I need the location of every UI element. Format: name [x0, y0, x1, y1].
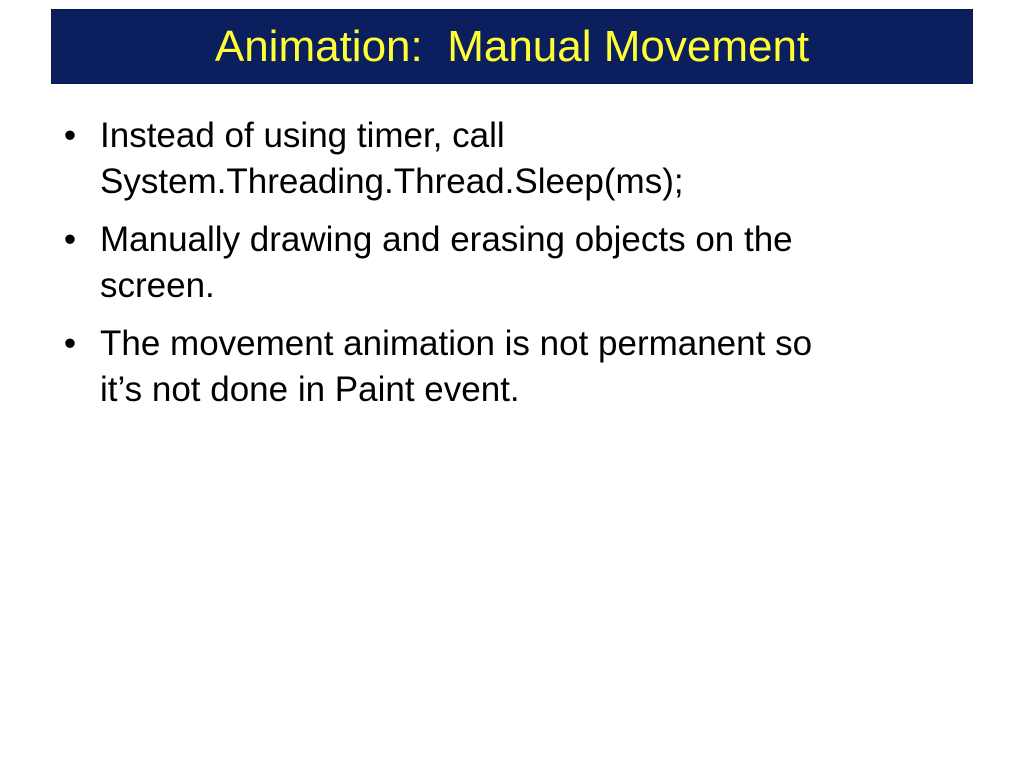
bullet-marker: • [63, 116, 77, 155]
bullet-list [58, 113, 968, 413]
bullet-item [58, 321, 968, 413]
bullet-item [58, 217, 968, 309]
bullet-item [58, 113, 968, 205]
bullet-marker: • [63, 324, 77, 363]
slide-title: Animation: Manual Movement [214, 21, 810, 71]
slide-content [58, 113, 968, 425]
bullet-text: Instead of using timer, call System.Threading.Thread.Sleep(ms); [100, 116, 684, 201]
bullet-text: The movement animation is not permanent so it’s not done in Paint event. [100, 324, 813, 409]
title-bar [51, 9, 973, 84]
bullet-marker: • [63, 220, 77, 259]
bullet-text: Manually drawing and erasing objects on the screen. [100, 220, 793, 305]
